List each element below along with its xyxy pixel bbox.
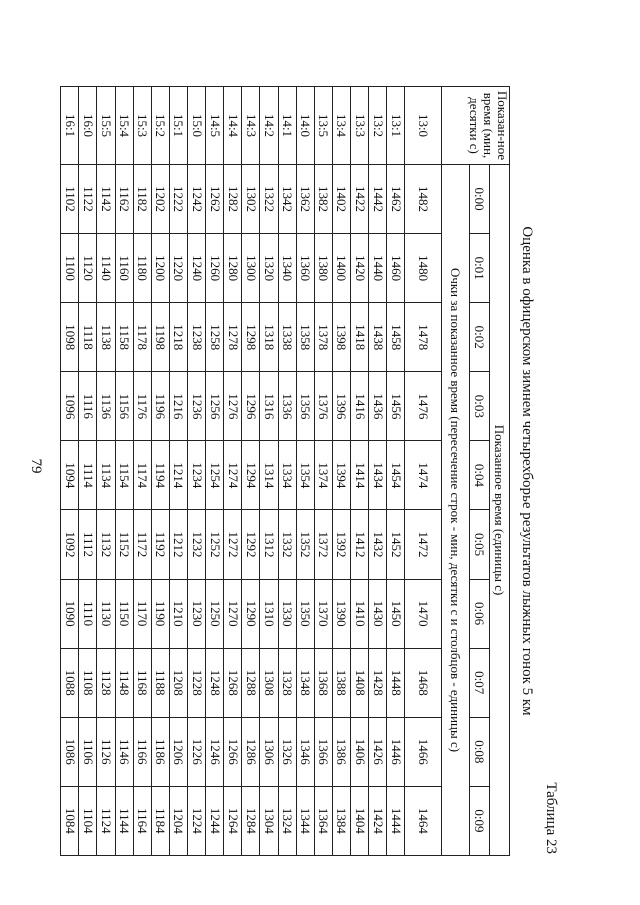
table-row [224,87,242,856]
table-cell: 1366 [314,717,332,786]
table-cell: 1226 [188,717,206,786]
table-cell: 1424 [369,786,387,855]
table-cell: 1222 [169,165,187,234]
row-time: 16:0 [79,87,97,165]
table-cell: 1288 [242,648,260,717]
table-cell: 1262 [206,165,224,234]
table-row [387,87,405,856]
table-cell: 1448 [387,648,405,717]
table-cell: 1110 [79,579,97,648]
row-time: 15:2 [151,87,169,165]
table-cell: 1482 [405,165,441,234]
table-cell: 1108 [79,648,97,717]
table-cell: 1460 [387,234,405,303]
row-time: 16:1 [61,87,79,165]
table-cell: 1420 [351,234,369,303]
table-cell: 1188 [151,648,169,717]
row-time: 13:3 [351,87,369,165]
table-cell: 1408 [351,648,369,717]
column-header: 0:08 [469,717,489,786]
table-cell: 1314 [260,441,278,510]
table-cell: 1412 [351,510,369,579]
table-cell: 1456 [387,372,405,441]
table-cell: 1248 [206,648,224,717]
table-cell: 1102 [61,165,79,234]
table-row [260,87,278,856]
table-cell: 1472 [405,510,441,579]
row-time: 13:0 [405,87,441,165]
table-cell: 1100 [61,234,79,303]
table-cell: 1320 [260,234,278,303]
table-row [133,87,151,856]
table-cell: 1464 [405,786,441,855]
table-cell: 1114 [79,441,97,510]
table-cell: 1308 [260,648,278,717]
table-cell: 1244 [206,786,224,855]
table-cell: 1134 [97,441,115,510]
table-cell: 1342 [278,165,296,234]
table-cell: 1090 [61,579,79,648]
table-cell: 1406 [351,717,369,786]
table-cell: 1268 [224,648,242,717]
table-cell: 1322 [260,165,278,234]
table-row [169,87,187,856]
table-cell: 1436 [369,372,387,441]
table-row [405,87,441,856]
table-row [79,87,97,856]
table-cell: 1276 [224,372,242,441]
table-cell: 1196 [151,372,169,441]
table-cell: 1214 [169,441,187,510]
table-cell: 1428 [369,648,387,717]
table-cell: 1310 [260,579,278,648]
table-cell: 1088 [61,648,79,717]
table-cell: 1198 [151,303,169,372]
header-row-group [489,87,509,856]
table-cell: 1388 [332,648,350,717]
table-cell: 1224 [188,786,206,855]
column-header: 0:04 [469,441,489,510]
table-cell: 1300 [242,234,260,303]
table-cell: 1304 [260,786,278,855]
column-header: 0:06 [469,579,489,648]
table-cell: 1178 [133,303,151,372]
table-cell: 1168 [133,648,151,717]
table-cell: 1132 [97,510,115,579]
table-row [369,87,387,856]
table-row [332,87,350,856]
table-cell: 1260 [206,234,224,303]
row-time: 14:5 [206,87,224,165]
table-cell: 1252 [206,510,224,579]
table-cell: 1324 [278,786,296,855]
table-cell: 1200 [151,234,169,303]
row-time: 13:1 [387,87,405,165]
table-cell: 1086 [61,717,79,786]
table-cell: 1340 [278,234,296,303]
column-header: 0:00 [469,165,489,234]
table-cell: 1246 [206,717,224,786]
table-row [278,87,296,856]
table-cell: 1274 [224,441,242,510]
table-cell: 1458 [387,303,405,372]
row-time: 15:4 [115,87,133,165]
column-header: 0:05 [469,510,489,579]
row-time: 14:1 [278,87,296,165]
table-cell: 1160 [115,234,133,303]
table-cell: 1180 [133,234,151,303]
table-cell: 1446 [387,717,405,786]
table-cell: 1204 [169,786,187,855]
column-header: 0:01 [469,234,489,303]
table-cell: 1106 [79,717,97,786]
table-cell: 1116 [79,372,97,441]
table-cell: 1282 [224,165,242,234]
table-cell: 1348 [296,648,314,717]
table-cell: 1468 [405,648,441,717]
row-time: 14:3 [242,87,260,165]
table-row [242,87,260,856]
table-cell: 1264 [224,786,242,855]
table-cell: 1148 [115,648,133,717]
table-cell: 1238 [188,303,206,372]
column-header: 0:09 [469,786,489,855]
table-cell: 1286 [242,717,260,786]
table-cell: 1228 [188,648,206,717]
table-cell: 1434 [369,441,387,510]
table-cell: 1256 [206,372,224,441]
table-cell: 1170 [133,579,151,648]
table-cell: 1172 [133,510,151,579]
table-cell: 1152 [115,510,133,579]
table-cell: 1154 [115,441,133,510]
table-title: Оценка в офицерском зимнем четырехборье результатов лыжных гонок 5 км [519,226,535,716]
table-cell: 1400 [332,234,350,303]
table-cell: 1194 [151,441,169,510]
table-cell: 1382 [314,165,332,234]
table-cell: 1432 [369,510,387,579]
table-row [206,87,224,856]
table-cell: 1216 [169,372,187,441]
table-cell: 1202 [151,165,169,234]
table-cell: 1474 [405,441,441,510]
table-cell: 1184 [151,786,169,855]
score-table [60,86,510,856]
table-cell: 1140 [97,234,115,303]
table-cell: 1128 [97,648,115,717]
table-cell: 1192 [151,510,169,579]
page-number: 79 [28,458,44,474]
table-cell: 1380 [314,234,332,303]
rotated-page-content [60,86,560,856]
table-cell: 1334 [278,441,296,510]
table-cell: 1096 [61,372,79,441]
table-cell: 1442 [369,165,387,234]
row-time: 15:1 [169,87,187,165]
table-cell: 1398 [332,303,350,372]
table-cell: 1164 [133,786,151,855]
column-header: 0:02 [469,303,489,372]
table-cell: 1376 [314,372,332,441]
table-cell: 1444 [387,786,405,855]
table-cell: 1186 [151,717,169,786]
row-header-label: Показан-ное время (мин, десятки с) [441,87,509,165]
table-cell: 1452 [387,510,405,579]
table-cell: 1176 [133,372,151,441]
table-cell: 1316 [260,372,278,441]
table-cell: 1302 [242,165,260,234]
row-time: 14:0 [296,87,314,165]
row-time: 15:3 [133,87,151,165]
table-cell: 1142 [97,165,115,234]
table-row [296,87,314,856]
table-row [61,87,79,856]
row-time: 13:4 [332,87,350,165]
table-cell: 1384 [332,786,350,855]
table-cell: 1426 [369,717,387,786]
table-cell: 1476 [405,372,441,441]
row-time: 15:5 [97,87,115,165]
header-row-columns [469,87,489,856]
table-cell: 1410 [351,579,369,648]
table-cell: 1346 [296,717,314,786]
table-cell: 1112 [79,510,97,579]
table-cell: 1280 [224,234,242,303]
table-cell: 1166 [133,717,151,786]
table-cell: 1350 [296,579,314,648]
table-cell: 1092 [61,510,79,579]
table-cell: 1266 [224,717,242,786]
table-row [188,87,206,856]
table-cell: 1422 [351,165,369,234]
table-cell: 1098 [61,303,79,372]
table-cell: 1328 [278,648,296,717]
table-cell: 1150 [115,579,133,648]
table-cell: 1418 [351,303,369,372]
table-cell: 1466 [405,717,441,786]
table-cell: 1206 [169,717,187,786]
table-cell: 1258 [206,303,224,372]
table-cell: 1362 [296,165,314,234]
table-cell: 1146 [115,717,133,786]
table-row [97,87,115,856]
table-cell: 1130 [97,579,115,648]
table-cell: 1374 [314,441,332,510]
table-cell: 1240 [188,234,206,303]
table-cell: 1174 [133,441,151,510]
table-cell: 1182 [133,165,151,234]
table-cell: 1296 [242,372,260,441]
table-cell: 1120 [79,234,97,303]
table-cell: 1480 [405,234,441,303]
table-cell: 1242 [188,165,206,234]
table-cell: 1230 [188,579,206,648]
table-cell: 1250 [206,579,224,648]
table-cell: 1332 [278,510,296,579]
table-cell: 1292 [242,510,260,579]
table-cell: 1294 [242,441,260,510]
table-cell: 1470 [405,579,441,648]
table-cell: 1144 [115,786,133,855]
table-cell: 1270 [224,579,242,648]
table-cell: 1284 [242,786,260,855]
table-cell: 1218 [169,303,187,372]
table-cell: 1356 [296,372,314,441]
table-cell: 1162 [115,165,133,234]
table-cell: 1402 [332,165,350,234]
table-cell: 1370 [314,579,332,648]
table-cell: 1190 [151,579,169,648]
row-time: 13:2 [369,87,387,165]
table-cell: 1336 [278,372,296,441]
table-cell: 1084 [61,786,79,855]
table-cell: 1232 [188,510,206,579]
column-group-title: Показанное время (единицы с) [489,165,509,856]
table-cell: 1124 [97,786,115,855]
table-cell: 1236 [188,372,206,441]
table-cell: 1438 [369,303,387,372]
header-row-note [441,87,469,856]
table-cell: 1364 [314,786,332,855]
row-time: 13:5 [314,87,332,165]
table-cell: 1378 [314,303,332,372]
table-cell: 1368 [314,648,332,717]
table-cell: 1386 [332,717,350,786]
score-table-body [61,87,510,856]
table-cell: 1360 [296,234,314,303]
table-cell: 1394 [332,441,350,510]
table-cell: 1290 [242,579,260,648]
table-row [151,87,169,856]
table-row [314,87,332,856]
table-cell: 1118 [79,303,97,372]
table-cell: 1338 [278,303,296,372]
table-cell: 1404 [351,786,369,855]
table-cell: 1094 [61,441,79,510]
table-cell: 1158 [115,303,133,372]
table-cell: 1430 [369,579,387,648]
row-time: 15:0 [188,87,206,165]
table-cell: 1210 [169,579,187,648]
table-cell: 1208 [169,648,187,717]
table-cell: 1358 [296,303,314,372]
table-cell: 1306 [260,717,278,786]
row-time: 14:2 [260,87,278,165]
column-header: 0:07 [469,648,489,717]
table-cell: 1326 [278,717,296,786]
table-cell: 1354 [296,441,314,510]
table-cell: 1454 [387,441,405,510]
table-cell: 1330 [278,579,296,648]
table-cell: 1104 [79,786,97,855]
table-cell: 1318 [260,303,278,372]
row-time: 14:4 [224,87,242,165]
table-cell: 1462 [387,165,405,234]
table-row [115,87,133,856]
table-cell: 1440 [369,234,387,303]
table-cell: 1396 [332,372,350,441]
table-cell: 1478 [405,303,441,372]
table-cell: 1122 [79,165,97,234]
table-cell: 1138 [97,303,115,372]
table-cell: 1126 [97,717,115,786]
table-cell: 1136 [97,372,115,441]
table-cell: 1344 [296,786,314,855]
points-note: Очки за показанное время (пересечение строк - мин, десятки с и столбцов - единицы с) [441,165,469,856]
table-cell: 1390 [332,579,350,648]
table-cell: 1298 [242,303,260,372]
table-cell: 1254 [206,441,224,510]
table-cell: 1278 [224,303,242,372]
table-row [351,87,369,856]
table-cell: 1312 [260,510,278,579]
table-label: Таблица 23 [543,782,559,854]
table-cell: 1272 [224,510,242,579]
table-cell: 1234 [188,441,206,510]
table-cell: 1416 [351,372,369,441]
table-cell: 1212 [169,510,187,579]
table-cell: 1392 [332,510,350,579]
table-cell: 1352 [296,510,314,579]
table-cell: 1220 [169,234,187,303]
table-cell: 1372 [314,510,332,579]
column-header: 0:03 [469,372,489,441]
table-cell: 1156 [115,372,133,441]
table-cell: 1450 [387,579,405,648]
table-cell: 1414 [351,441,369,510]
